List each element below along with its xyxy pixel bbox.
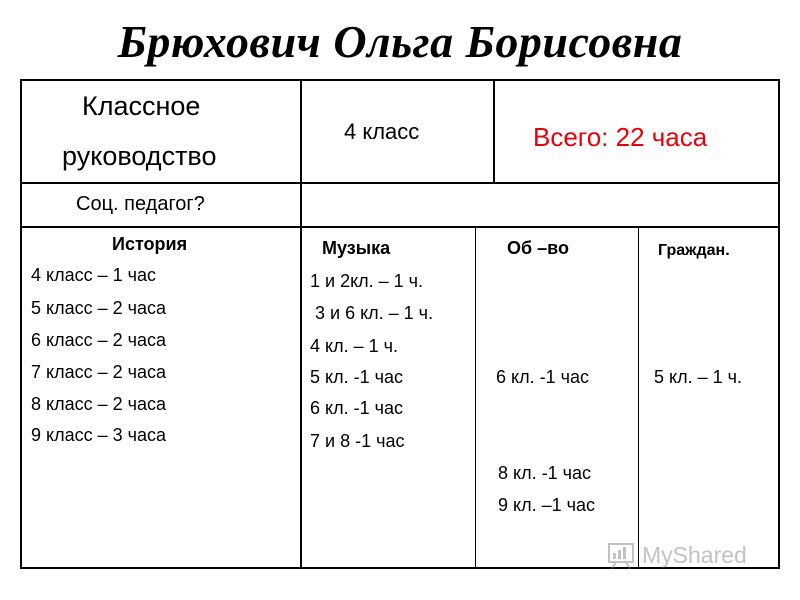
music-header: Музыка [322, 238, 391, 258]
row-divider-1 [20, 182, 780, 184]
music-item: 6 кл. -1 час [310, 398, 403, 418]
social-studies-header: Об –во [507, 238, 569, 258]
table-border-top [20, 79, 780, 81]
history-item: 9 класс – 3 часа [31, 425, 167, 445]
music-item: 4 кл. – 1 ч. [310, 336, 398, 356]
music-item: 3 и 6 кл. – 1 ч. [315, 303, 434, 323]
history-item: 6 класс – 2 часа [31, 330, 167, 350]
myshared-watermark [606, 538, 766, 572]
table-border-right [778, 79, 780, 569]
social-studies-item: 6 кл. -1 час [496, 367, 589, 387]
history-header: История [112, 234, 188, 254]
watermark-text: MyShared [642, 542, 747, 568]
grade-value: 4 класс [344, 119, 420, 144]
page-title: Брюхович Ольга Борисовна [117, 16, 683, 67]
col-divider-row1-b [493, 79, 495, 184]
col-divider-lower-a [475, 228, 476, 567]
table-border-left [20, 79, 22, 569]
social-studies-item: 8 кл. -1 час [498, 463, 591, 483]
music-item: 5 кл. -1 час [310, 367, 403, 387]
social-studies-item: 9 кл. –1 час [498, 495, 596, 515]
col-divider-lower-b [638, 228, 639, 567]
history-item: 8 класс – 2 часа [31, 394, 167, 414]
civics-header: Граждан. [658, 242, 730, 259]
myshared-logo-icon [606, 538, 638, 570]
music-item: 1 и 2кл. – 1 ч. [310, 271, 424, 291]
history-item: 4 класс – 1 час [31, 265, 157, 285]
col-divider-row1-a [300, 79, 302, 569]
civics-item: 5 кл. – 1 ч. [654, 367, 742, 387]
social-pedagogue-label: Соц. педагог? [76, 193, 205, 215]
music-item: 7 и 8 -1 час [310, 431, 405, 451]
total-hours: Всего: 22 часа [533, 122, 708, 152]
history-item: 5 класс – 2 часа [31, 298, 167, 318]
row-divider-2 [20, 226, 780, 228]
class-leadership-label-line1: Классное [82, 91, 201, 121]
history-item: 7 класс – 2 часа [31, 362, 167, 382]
class-leadership-label-line2: руководство [62, 141, 217, 171]
